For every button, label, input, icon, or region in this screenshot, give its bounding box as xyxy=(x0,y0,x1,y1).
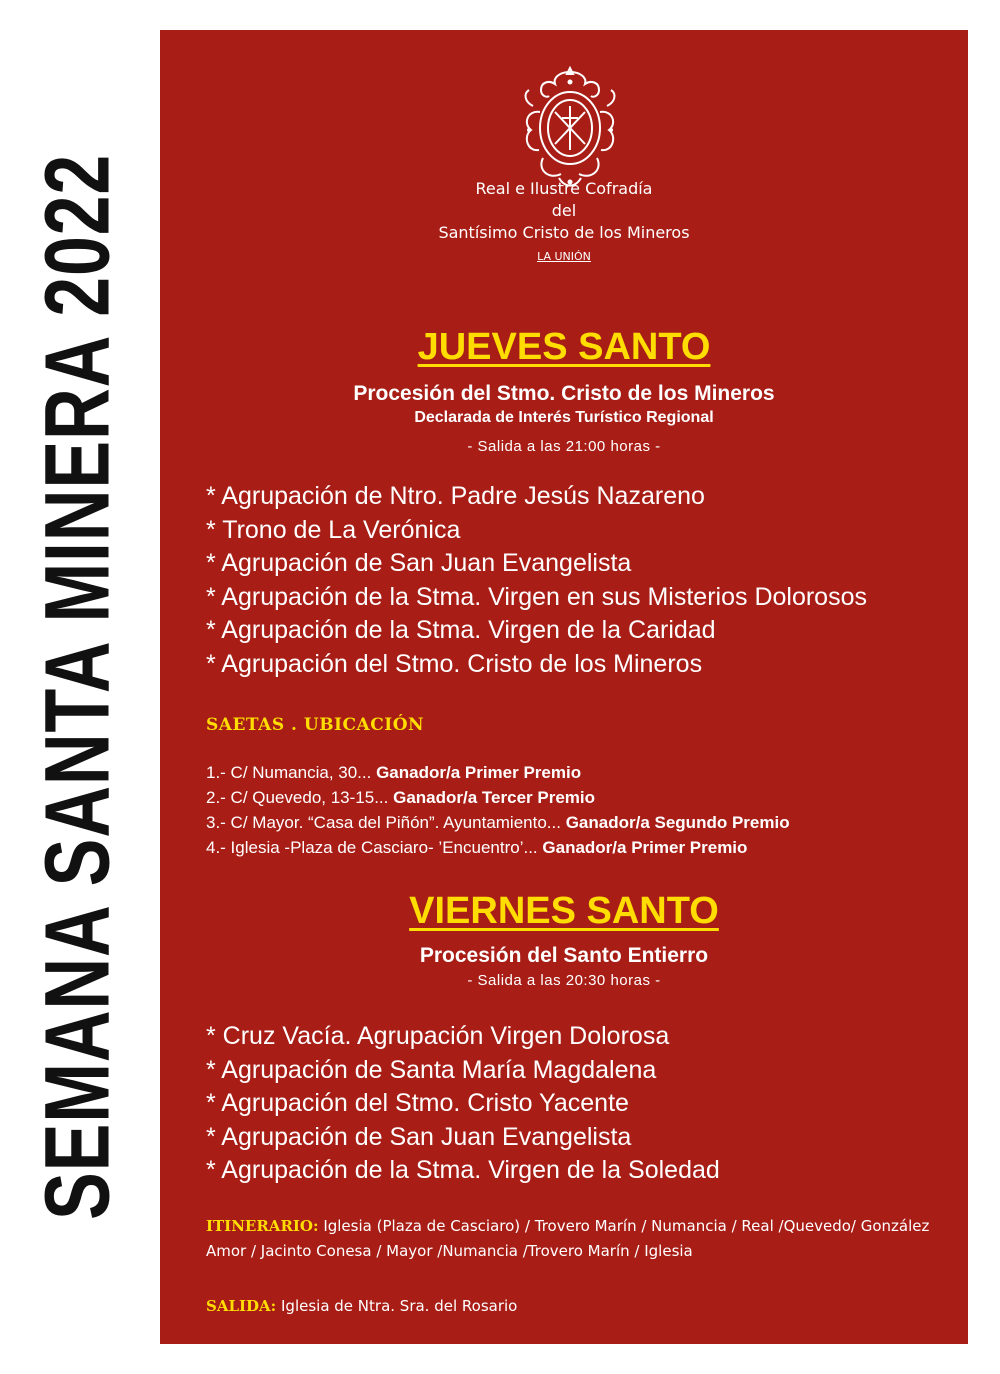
list-item: * Agrupación de Ntro. Padre Jesús Nazareno xyxy=(206,482,705,510)
org-name-line2: del xyxy=(551,201,577,220)
saeta-prize: Ganador/a Primer Premio xyxy=(376,763,582,782)
saeta-prize: Ganador/a Segundo Premio xyxy=(565,813,790,832)
list-item: * Agrupación de Santa María Magdalena xyxy=(206,1055,657,1084)
list-item xyxy=(206,810,790,835)
viernes-list xyxy=(206,1020,720,1188)
org-place: LA UNIÓN xyxy=(537,250,591,263)
list-item: * Agrupación del Stmo. Cristo de los Mineros xyxy=(206,649,703,678)
list-item: * Agrupación de la Stma. Virgen en sus Misterios Dolorosos xyxy=(206,582,867,611)
saetas-list xyxy=(206,760,790,860)
saeta-place: 4.- Iglesia -Plaza de Casciaro- ’Encuentro’... xyxy=(206,838,538,857)
saeta-place: 1.- C/ Numancia, 30... xyxy=(206,763,372,782)
list-item: * Trono de La Verónica xyxy=(206,515,461,544)
jueves-procession: Procesión del Stmo. Cristo de los Mineros xyxy=(353,382,775,405)
list-item: * Agrupación de la Stma. Virgen de la Soledad xyxy=(206,1156,720,1185)
org-name-line3: Santísimo Cristo de los Mineros xyxy=(438,223,690,242)
itinerary-text: Iglesia (Plaza de Casciaro) / Trovero Marín / Numancia / Real /Quevedo/ González Amor / Jacinto Conesa / Mayor /Numancia /Trovero Marín / Iglesia xyxy=(206,1217,930,1260)
list-item: * Agrupación de la Stma. Virgen de la Caridad xyxy=(206,616,716,645)
list-item xyxy=(206,760,790,785)
list-item xyxy=(206,835,790,860)
salida-label: SALIDA: xyxy=(206,1297,277,1315)
jueves-declared: Declarada de Interés Turístico Regional xyxy=(414,409,714,426)
saeta-prize: Ganador/a Primer Premio xyxy=(542,838,748,857)
viernes-departure: - Salida a las 20:30 horas - xyxy=(467,972,661,989)
salida-text: Iglesia de Ntra. Sra. del Rosario xyxy=(281,1297,518,1315)
itinerary-label: ITINERARIO: xyxy=(206,1217,319,1235)
cofradia-crest-icon xyxy=(519,66,621,190)
saetas-title: SAETAS . UBICACIÓN xyxy=(206,715,425,735)
jueves-title: JUEVES SANTO xyxy=(417,326,711,368)
organization-block xyxy=(160,178,968,268)
itinerary xyxy=(206,1214,946,1264)
list-item: * Cruz Vacía. Agrupación Virgen Dolorosa xyxy=(206,1022,670,1050)
viernes-procession: Procesión del Santo Entierro xyxy=(419,944,709,967)
list-item xyxy=(206,785,790,810)
departure-place xyxy=(206,1297,517,1315)
poster-panel xyxy=(160,30,968,1344)
saeta-prize: Ganador/a Tercer Premio xyxy=(393,788,595,807)
saeta-place: 2.- C/ Quevedo, 13-15... xyxy=(206,788,389,807)
saeta-place: 3.- C/ Mayor. “Casa del Piñón”. Ayuntamiento... xyxy=(206,813,561,832)
jueves-departure: - Salida a las 21:00 horas - xyxy=(467,438,661,455)
vertical-event-title: SEMANA SANTA MINERA 2022 xyxy=(26,153,129,1221)
list-item: * Agrupación del Stmo. Cristo Yacente xyxy=(206,1089,629,1118)
viernes-title: VIERNES SANTO xyxy=(409,890,719,932)
org-name-line1: Real e Ilustre Cofradía xyxy=(475,179,653,198)
jueves-list xyxy=(206,480,867,682)
list-item: * Agrupación de San Juan Evangelista xyxy=(206,549,632,578)
list-item: * Agrupación de San Juan Evangelista xyxy=(206,1122,632,1151)
